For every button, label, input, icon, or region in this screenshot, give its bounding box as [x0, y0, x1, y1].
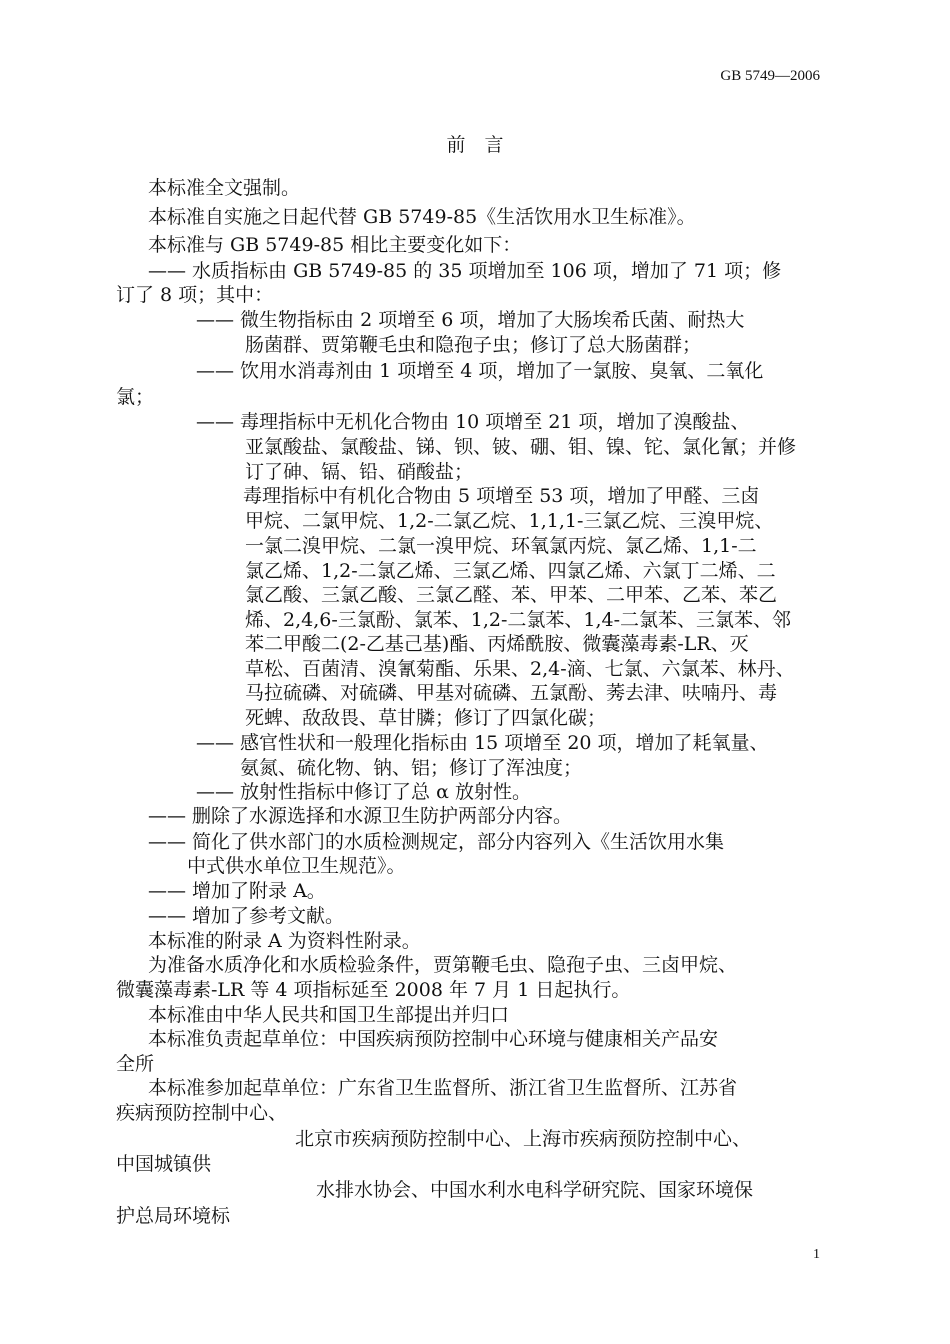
list-item-line: —— 毒理指标中无机化合物由 10 项增至 21 项，增加了溴酸盐、	[196, 411, 750, 433]
paragraph-line: 本标准全文强制。	[148, 177, 301, 199]
list-item-line: 订了砷、镉、铅、硝酸盐；	[245, 461, 474, 483]
list-item-line: —— 增加了参考文献。	[148, 905, 345, 927]
list-item-line: 氯；	[116, 386, 155, 408]
list-item-line: 马拉硫磷、对硫磷、甲基对硫磷、五氯酚、莠去津、呋喃丹、毒	[245, 682, 778, 704]
list-item-line: 氨氮、硫化物、钠、铝；修订了浑浊度；	[240, 757, 583, 779]
list-item-line: —— 放射性指标中修订了总 α 放射性。	[196, 781, 531, 803]
list-item-line: 烯、2,4,6-三氯酚、氯苯、1,2-二氯苯、1,4-二氯苯、三氯苯、邻	[245, 609, 792, 631]
list-item-line: —— 简化了供水部门的水质检测规定，部分内容列入《生活饮用水集	[148, 831, 725, 853]
list-item-line: 毒理指标中有机化合物由 5 项增至 53 项，增加了甲醛、三卤	[243, 485, 760, 507]
page-title: 前 言	[446, 134, 504, 156]
list-item-line: 肠菌群、贾第鞭毛虫和隐孢子虫；修订了总大肠菌群；	[245, 334, 702, 356]
paragraph-line: 微囊藻毒素-LR 等 4 项指标延至 2008 年 7 月 1 日起执行。	[116, 979, 631, 1001]
paragraph-line: 中国城镇供	[116, 1153, 212, 1175]
list-item-line: 亚氯酸盐、氯酸盐、锑、钡、铍、硼、钼、镍、铊、氯化氰；并修	[245, 436, 797, 458]
paragraph-line: 护总局环境标	[116, 1205, 231, 1227]
paragraph-line: 本标准负责起草单位：中国疾病预防控制中心环境与健康相关产品安	[148, 1028, 719, 1050]
paragraph-line: 水排水协会、中国水利水电科学研究院、国家环境保	[316, 1179, 754, 1201]
paragraph-line: 本标准的附录 A 为资料性附录。	[148, 930, 421, 952]
paragraph-line: 为准备水质净化和水质检验条件，贾第鞭毛虫、隐孢子虫、三卤甲烷、	[148, 954, 738, 976]
list-item-line: 氯乙烯、1,2-二氯乙烯、三氯乙烯、四氯乙烯、六氯丁二烯、二	[245, 560, 776, 582]
standard-code: GB 5749—2006	[720, 68, 820, 84]
list-item-line: 甲烷、二氯甲烷、1,2-二氯乙烷、1,1,1-三氯乙烷、三溴甲烷、	[245, 510, 774, 532]
paragraph-line: 疾病预防控制中心、	[116, 1102, 288, 1124]
list-item-line: —— 增加了附录 A。	[148, 880, 326, 902]
paragraph-line: 本标准由中华人民共和国卫生部提出并归口	[148, 1004, 510, 1026]
page-number: 1	[813, 1247, 820, 1262]
list-item-line: 一氯二溴甲烷、二氯一溴甲烷、环氧氯丙烷、氯乙烯、1,1-二	[245, 535, 757, 557]
list-item-line: —— 感官性状和一般理化指标由 15 项增至 20 项，增加了耗氧量、	[196, 732, 769, 754]
list-item-line: 氯乙酸、三氯乙酸、三氯乙醛、苯、甲苯、二甲苯、乙苯、苯乙	[245, 584, 778, 606]
list-item-line: —— 微生物指标由 2 项增至 6 项，增加了大肠埃希氏菌、耐热大	[196, 309, 745, 331]
list-item-line: —— 删除了水源选择和水源卫生防护两部分内容。	[148, 805, 573, 827]
list-item-line: —— 饮用水消毒剂由 1 项增至 4 项，增加了一氯胺、臭氧、二氧化	[196, 360, 764, 382]
paragraph-line: 本标准与 GB 5749-85 相比主要变化如下：	[148, 234, 522, 256]
list-item-line: 中式供水单位卫生规范》。	[187, 855, 406, 877]
list-item-line: 草松、百菌清、溴氰菊酯、乐果、2,4-滴、七氯、六氯苯、林丹、	[245, 658, 795, 680]
paragraph-line: 本标准参加起草单位：广东省卫生监督所、浙江省卫生监督所、江苏省	[148, 1077, 738, 1099]
list-item-line: —— 水质指标由 GB 5749-85 的 35 项增加至 106 项，增加了 71 项；修	[148, 260, 782, 282]
paragraph-line: 北京市疾病预防控制中心、上海市疾病预防控制中心、	[295, 1128, 752, 1150]
paragraph-line: 全所	[116, 1053, 155, 1075]
list-item-line: 订了 8 项；其中：	[116, 284, 274, 306]
list-item-line: 死蜱、敌敌畏、草甘膦；修订了四氯化碳；	[245, 707, 607, 729]
paragraph-line: 本标准自实施之日起代替 GB 5749-85《生活饮用水卫生标准》。	[148, 206, 696, 228]
list-item-line: 苯二甲酸二(2-乙基己基)酯、丙烯酰胺、微囊藻毒素-LR、灭	[245, 633, 749, 655]
